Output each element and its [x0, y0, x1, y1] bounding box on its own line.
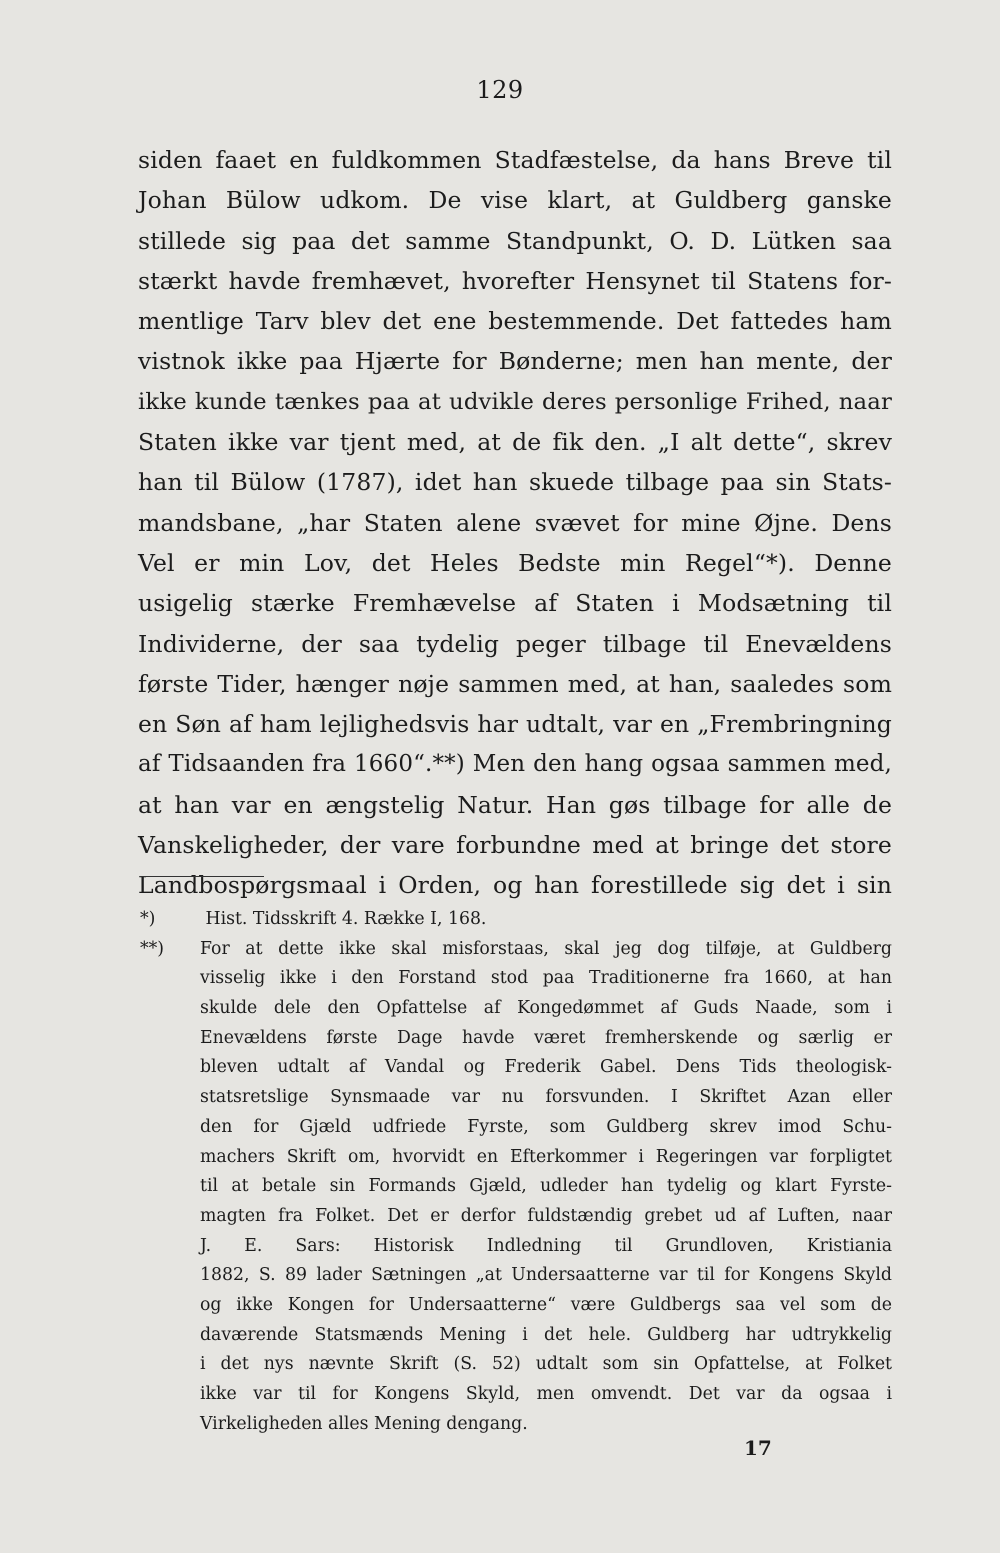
- footnote-line: Enevældens første Dage havde været fremherskende og særlig er: [200, 1027, 892, 1048]
- body-line: Vanskeligheder, der vare forbundne med at bringe det store: [138, 831, 892, 860]
- footnote-line: ikke var til for Kongens Skyld, men omvendt. Det var da ogsaa i: [200, 1384, 892, 1404]
- footnote-line: 1882, S. 89 lader Sætningen „at Undersaatterne var til for Kongens Skyld: [200, 1265, 892, 1286]
- body-line: mandsbane, „har Staten alene svævet for mine Øjne. Dens: [138, 508, 892, 537]
- body-line: stillede sig paa det samme Standpunkt, O. D. Lütken saa: [138, 226, 892, 255]
- body-line: han til Bülow (1787), idet han skuede tilbage paa sin Stats-: [138, 468, 892, 497]
- body-line: vistnok ikke paa Hjærte for Bønderne; men han mente, der: [138, 347, 892, 376]
- page-number: 129: [476, 76, 524, 104]
- body-line: at han var en ængstelig Natur. Han gøs tilbage for alle de: [138, 790, 892, 819]
- body-line: ikke kunde tænkes paa at udvikle deres personlige Frihed, naar: [138, 388, 892, 415]
- footnote-line: machers Skrift om, hvorvidt en Efterkommer i Regeringen var forpligtet: [200, 1146, 892, 1167]
- body-line: første Tider, hænger nøje sammen med, at han, saaledes som: [138, 669, 892, 698]
- signature-mark: 17: [744, 1436, 772, 1460]
- footnote-marker: *): [140, 909, 156, 929]
- body-line: af Tidsaanden fra 1660“.**) Men den hang ogsaa sammen med,: [138, 751, 892, 778]
- body-line: siden faaet en fuldkommen Stadfæstelse, da hans Breve til: [138, 146, 892, 174]
- body-line: usigelig stærke Fremhævelse af Staten i Modsætning til: [138, 589, 892, 618]
- body-line: Landbospørgsmaal i Orden, og han forestillede sig det i sin: [138, 871, 892, 900]
- footnote-line: daværende Statsmænds Mening i det hele. Guldberg har udtrykkelig: [200, 1324, 892, 1345]
- footnote-1: [140, 905, 892, 935]
- footnote-line: Virkeligheden alles Mening dengang.: [200, 1413, 528, 1434]
- footnote-line: bleven udtalt af Vandal og Frederik Gabel. Dens Tids theologisk-: [200, 1057, 892, 1078]
- body-line: Individerne, der saa tydelig peger tilbage til Enevældens: [138, 629, 892, 658]
- body-line: mentlige Tarv blev det ene bestemmende. Det fattedes ham: [138, 307, 892, 336]
- footnote-line: magten fra Folket. Det er derfor fuldstændig grebet ud af Luften, naar: [200, 1205, 892, 1226]
- body-line: Johan Bülow udkom. De vise klart, at Guldberg ganske: [138, 186, 892, 215]
- footnote-marker: **): [140, 938, 165, 959]
- footnote-line: i det nys nævnte Skrift (S. 52) udtalt som sin Opfattelse, at Folket: [200, 1354, 892, 1375]
- footnote-separator-rule: [140, 876, 264, 877]
- footnotes: [140, 905, 892, 1439]
- body-line: Vel er min Lov, det Heles Bedste min Regel“*). Denne: [138, 548, 892, 577]
- footnote-line: og ikke Kongen for Undersaatterne“ være Guldbergs saa vel som de: [200, 1294, 892, 1315]
- footnote-line: den for Gjæld udfriede Fyrste, som Guldberg skrev imod Schu-: [200, 1116, 892, 1137]
- body-line: Staten ikke var tjent med, at de fik den. „I alt dette“, skrev: [138, 428, 892, 457]
- footnote-line: visselig ikke i den Forstand stod paa Traditionerne fra 1660, at han: [200, 968, 892, 989]
- footnote-text: Hist. Tidsskrift 4. Række I, 168.: [205, 909, 487, 929]
- body-text: [138, 140, 892, 906]
- footnote-line: J. E. Sars: Historisk Indledning til Grundloven, Kristiania: [200, 1235, 892, 1256]
- body-line: stærkt havde fremhævet, hvorefter Hensynet til Statens for-: [138, 266, 892, 295]
- footnote-line: til at betale sin Formands Gjæld, udleder han tydelig og klart Fyrste-: [200, 1176, 892, 1197]
- body-line: en Søn af ham lejlighedsvis har udtalt, var en „Frembringning: [138, 710, 892, 739]
- footnote-line: skulde dele den Opfattelse af Kongedømmet af Guds Naade, som i: [200, 998, 892, 1019]
- footnote-2-first-line: [140, 935, 892, 965]
- footnote-line: statsretslige Synsmaade var nu forsvunden. I Skriftet Azan eller: [200, 1087, 892, 1108]
- footnote-text: For at dette ikke skal misforstaas, skal jeg dog tilføje, at Guldberg: [200, 938, 892, 959]
